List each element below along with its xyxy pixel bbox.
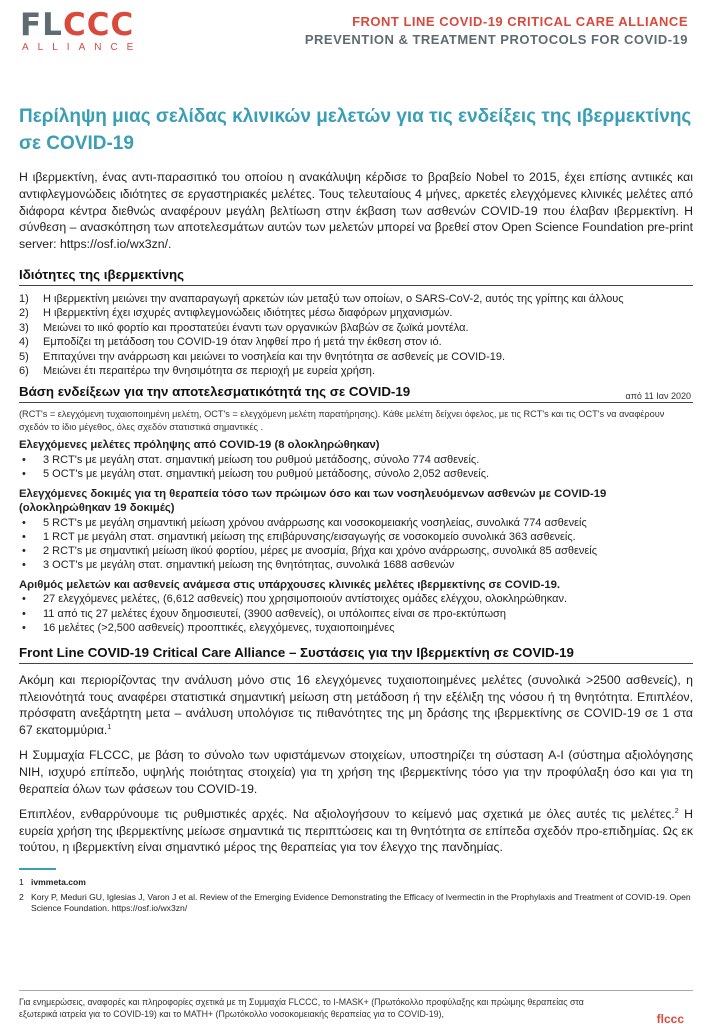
bullet-dot-icon: • [22,593,26,606]
bullet-dot-icon: • [22,621,26,634]
bullet-item [19,467,693,481]
recommendation-paragraph-1-text: Ακόμη και περιορίζοντας την ανάλυση μόνο στις 16 ελεγχόμενες τυχαιοποιημένες μελέτες (συνολικά >2500 ασθενείς), η πλειονότητά τους αναφέρει στατιστικά σημαντική μείωση στη μετάδοση ή την εξέλιξη της νόσου ή τη θνητότητα. Επιπλέον, πρόσφατη ανεξάρτητη μετα – ανάλυση υπολόγισε τις πιθανότητες της μη δράσης της ιβερμεκτίνης σε COVID-19 σε 1 στα 67 εκατομμύρια. [19,673,693,737]
property-number: 3) [19,321,29,334]
recommendation-paragraph-3 [19,806,693,856]
evidence-groups [19,438,693,635]
property-number: 5) [19,350,29,363]
bullet-item [19,558,693,572]
property-text: Επιταχύνει την ανάρρωση και μειώνει το νοσηλεία και την θνητότητα σε ασθενείς με COVID-19. [43,350,506,363]
bullet-text: 5 RCT's με μεγάλη σημαντική μείωση χρόνου ανάρρωσης και νοσοκομειακής νοσηλείας, συνολικά 774 ασθενείς [43,516,587,529]
property-item [19,350,693,364]
bullet-text: 3 RCT's με μεγάλη στατ. σημαντική μείωση του ρυθμού μετάδοσης, σύνολο 774 ασθενείς. [43,453,480,466]
footnote-text: Kory P, Meduri GU, Iglesias J, Varon J et al. Review of the Emerging Evidence Demonstrating the Efficacy of Ivermectin in the Prophylaxis and Treatment of COVID-19. Open Science Foundation. https://osf.io/wx3zn/ [31,891,691,914]
evidence-bullet-list [19,592,693,635]
header-line-1: FRONT LINE COVID-19 CRITICAL CARE ALLIANCE [352,14,688,29]
bullet-text: 27 ελεγχόμενες μελέτες, (6,612 ασθενείς) που χρησιμοποιούν αντίστοιχες ομάδες ελέγχου, ολοκληρώθηκαν. [43,593,568,606]
recommendation-paragraph-3b: Η ευρεία χρήση της ιβερμεκτίνης μείωσε σημαντικά τις περιπτώσεις και τη θνητότητα σε επίπεδα σχεδόν προ-επιδημίας. Ως εκ τούτου, η ιβερμεκτίνη είναι σημαντικό μέρος της θεραπείας για τον έλεγχο της πανδημίας. [19,807,693,855]
footnote-number: 1 [19,877,24,888]
property-text: Μειώνει το ιικό φορτίο και προστατεύει έναντι των οργανικών βλαβών σε ζωϊκά μοντέλα. [43,321,469,334]
bullet-dot-icon: • [22,516,26,529]
evidence-bullet-list [19,516,693,573]
footnote-text: ivmmeta.com [31,877,86,888]
property-text: Η ιβερμεκτίνη έχει ισχυρές αντιφλεγμονώδεις ιδιότητες μέσω διαφόρων μηχανισμών. [43,307,453,320]
recommendation-paragraph-3a: Επιπλέον, ενθαρρύνουμε τις ρυθμιστικές αρχές. Να αξιολογήσουν το κείμενό μας σχετικά με όλες αυτές τις μελέτες. [19,807,675,822]
property-item [19,292,693,306]
evidence-group-heading: Αριθμός μελετών και ασθενείς ανάμεσα στις υπάρχουσες κλινικές μελέτες ιβερμεκτίνης σε COVID-19. [19,578,561,591]
bullet-text: 1 RCT με μεγάλη στατ. σημαντική μείωση της επιβάρυνσης/εισαγωγής σε νοσοκομείο συνολικά 363 ασθενείς. [43,530,576,543]
footnotes [19,877,693,915]
property-number: 4) [19,336,29,349]
bullet-text: 3 OCT's με μεγάλη στατ. σημαντική μείωση της θνητότητας, συνολικά 1688 ασθενών [43,559,455,572]
bullet-text: 11 από τις 27 μελέτες έχουν δημοσιευτεί, (3900 ασθενείς), οι υπόλοιπες είναι σε προ-εκτύπωση [43,607,506,620]
intro-paragraph: Η ιβερμεκτίνη, ένας αντι-παρασιτικό του οποίου η ανακάλυψη κέρδισε το βραβείο Nobel το 2015, έχει επίσης αντιικές και αντιφλεγμονώδεις ιδιότητες σε εργαστηριακές μελέτες. Τους τελευταίους 4 μήνες, αρκετές ελεγχόμενες κλινικές μελέτες από διάφορα κέντρα διεθνώς αναφέρουν μεγάλη βελτίωση στην έκβαση των ασθενών COVID-19 που έλαβαν ιβερμεκτίνη. Η σύνθεση – ανασκόπηση των αποτελεσμάτων αυτών των μελετών μπορεί να βρεθεί στον Open Science Foundation pre-print server: https://osf.io/wx3zn/. [19,170,693,252]
footnote-ref-1: 1 [107,723,112,731]
evidence-heading [19,382,693,403]
bullet-text: 16 μελέτες (>2,500 ασθενείς) προοπτικές, ελεγχόμενες, τυχαιοποιημένες [43,621,395,634]
bullet-dot-icon: • [22,559,26,572]
evidence-heading-text: Βάση ενδείξεων για την αποτελεσματικότητά της σε COVID-19 [19,384,411,400]
bullet-dot-icon: • [22,453,26,466]
bullet-item [19,516,693,530]
footer-logo: flccc [656,1012,684,1024]
bullet-item [19,530,693,544]
property-text: Μειώνει έτι περαιτέρω την θνησιμότητα σε περιοχή με ευρεία χρήση. [43,365,375,378]
evidence-note: (RCT's = ελεγχόμενη τυχαιοποιημένη μελέτη, OCT's = ελεγχόμενη μελέτη παρατήρησης). Κάθε μελέτη δείχνει όφελος, με τις RCT's και τις OCT's να αναφέρουν σχεδόν το ίδιο μέγεθος, όλες σχεδόν στατιστικά σημαντικές . [19,409,665,432]
footnote-2 [19,892,693,915]
property-item [19,335,693,349]
recommendation-paragraph-1 [19,672,693,738]
property-number: 1) [19,292,29,305]
footnote-1 [19,877,693,889]
page-header [0,0,710,62]
header-line-2: PREVENTION & TREATMENT PROTOCOLS FOR COVID-19 [304,32,688,47]
property-text: Εμποδίζει τη μετάδοση του COVID-19 όταν ληφθεί προ ή μετά την έκθεση στον ιό. [43,336,442,349]
bullet-item [19,607,693,621]
footnote-number: 2 [19,891,24,902]
evidence-group-heading: Ελεγχόμενες μελέτες πρόληψης από COVID-19 (8 ολοκληρώθηκαν) [19,439,380,452]
property-item [19,364,693,378]
bullet-item [19,453,693,467]
flccc-logo [20,9,142,53]
bullet-dot-icon: • [22,468,26,481]
property-number: 2) [19,307,29,320]
evidence-group-heading: Ελεγχόμενες δοκιμές για τη θεραπεία τόσο των πρώιμων όσο και των νοσηλευόμενων ασθενών με COVID-19 (ολοκληρώθηκαν 19 δοκιμές) [19,487,607,515]
evidence-date: από 11 Ιαν 2020 [625,391,691,402]
logo-accent: CCC [62,7,135,43]
property-item [19,306,693,320]
bullet-dot-icon: • [22,545,26,558]
properties-heading: Ιδιότητες της ιβερμεκτίνης [19,265,693,286]
property-item [19,321,693,335]
bullet-item [19,592,693,606]
footer-text: Για ενημερώσεις, αναφορές και πληροφορίες σχετικά με τη Συμμαχία FLCCC, το I-MASK+ (Πρωτόκολλο προφύλαξης και πρώιμης θεραπείας στα εξωτερικά ιατρεία για το COVID-19) και το MATH+ (Πρωτόκολλο νοσοκομειακής θεραπείας για το COVID-19), [19,997,584,1019]
property-text: Η ιβερμεκτίνη μειώνει την αναπαραγωγή αρκετών ιών μεταξύ των οποίων, ο SARS-CoV-2, αυτός της γρίπης και άλλους [43,292,624,305]
bullet-text: 5 OCT's με μεγάλη στατ. σημαντική μείωση του ρυθμού μετάδοσης, σύνολο 2,052 ασθενείς. [43,468,490,481]
property-number: 6) [19,365,29,378]
bullet-text: 2 RCT's με σημαντική μείωση ιϊκού φορτίου, μέρες με ανοσμία, βήχα και χρόνο ανάρρωσης, συνολικά 85 ασθενείς [43,545,598,558]
footnote-ref-2: 2 [674,808,679,816]
page-title: Περίληψη μιας σελίδας κλινικών μελετών για τις ενδείξεις της ιβερμεκτίνης σε COVID-19 [19,106,692,154]
footnote-divider [19,868,56,870]
bullet-item [19,544,693,558]
footer-divider [19,990,693,991]
properties-list [19,292,693,378]
bullet-dot-icon: • [22,530,26,543]
evidence-bullet-list [19,453,693,482]
header-titles [305,13,688,49]
bullet-dot-icon: • [22,607,26,620]
logo-subtitle: ALLIANCE [22,42,143,53]
logo-prefix: FL [20,7,63,43]
bullet-item [19,621,693,635]
document-body [19,103,693,915]
recommendations-heading: Front Line COVID-19 Critical Care Alliance – Συστάσεις για την Ιβερμεκτίνη σε COVID-19 [19,643,693,664]
recommendation-paragraph-2: Η Συμμαχία FLCCC, με βάση το σύνολο των υφιστάμενων στοιχείων, υποστηρίζει τη σύσταση A-I (σύστημα αξιολόγησης NIH, ισχυρό επίπεδο, υψηλής ποιότητας στοιχεία) για τη χρήση της ιβερμεκτίνης τόσο για την προφύλαξη όσο και για τη θεραπεία όλων των φάσεων του COVID-19. [19,748,693,796]
